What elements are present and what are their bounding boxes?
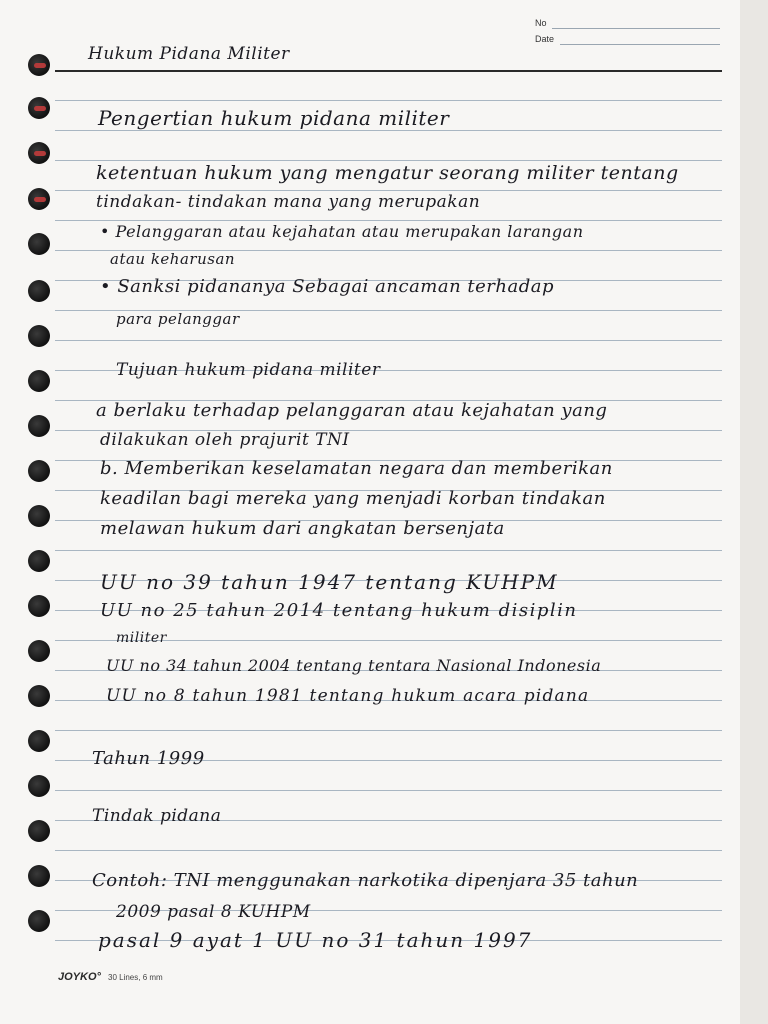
ruled-line: [55, 100, 722, 101]
ruled-line: [55, 790, 722, 791]
law-reference: UU no 25 tahun 2014 tentang hukum disiplin: [100, 600, 578, 621]
date-underline: [560, 44, 720, 45]
page-edge: [740, 0, 768, 1024]
handwritten-line: ketentuan hukum yang mengatur seorang militer tentang: [96, 162, 679, 184]
no-label: No: [535, 18, 547, 28]
handwritten-line: dilakukan oleh prajurit TNI: [100, 430, 350, 450]
paper-spec: 30 Lines, 6 mm: [108, 973, 163, 982]
binding-hole: [28, 415, 50, 437]
binding-hole: [28, 730, 50, 752]
binding-hole: [28, 550, 50, 572]
binding-hole: [28, 910, 50, 932]
handwritten-line: militer: [116, 630, 167, 646]
handwritten-line: 2009 pasal 8 KUHPM: [116, 902, 311, 922]
binding-hole: [28, 188, 50, 210]
ruled-line: [55, 340, 722, 341]
law-reference: UU no 8 tahun 1981 tentang hukum acara pidana: [106, 686, 590, 706]
binding-hole: [28, 280, 50, 302]
handwritten-line: keadilan bagi mereka yang menjadi korban tindakan: [100, 488, 606, 509]
binding-hole: [28, 54, 50, 76]
section-heading-tujuan: Tujuan hukum pidana militer: [116, 360, 381, 380]
binding-hole: [28, 865, 50, 887]
handwritten-line: Tahun 1999: [92, 748, 205, 769]
binding-hole: [28, 595, 50, 617]
binding-hole: [28, 233, 50, 255]
handwritten-line: tindakan- tindakan mana yang merupakan: [96, 192, 481, 212]
no-underline: [552, 28, 720, 29]
binding-hole: [28, 640, 50, 662]
binding-hole: [28, 460, 50, 482]
bullet-item: • Sanksi pidananya Sebagai ancaman terhadap: [100, 276, 555, 297]
binding-hole: [28, 370, 50, 392]
handwritten-line: melawan hukum dari angkatan bersenjata: [100, 518, 505, 539]
header-rule: [55, 70, 722, 72]
binding-hole: [28, 142, 50, 164]
binding-hole: [28, 775, 50, 797]
ruled-line: [55, 160, 722, 161]
bullet-item: • Pelanggaran atau kejahatan atau merupakan larangan: [100, 222, 584, 241]
law-reference: UU no 39 tahun 1947 tentang KUHPM: [100, 570, 559, 594]
binding-hole: [28, 325, 50, 347]
ruled-line: [55, 550, 722, 551]
ruled-line: [55, 220, 722, 221]
handwritten-line: Tindak pidana: [92, 806, 222, 826]
example-line: Contoh: TNI menggunakan narkotika dipenjara 35 tahun: [92, 870, 639, 891]
section-heading-pengertian: Pengertian hukum pidana militer: [98, 106, 450, 130]
brand-logo: JOYKO°: [58, 971, 101, 983]
law-reference: UU no 34 tahun 2004 tentang tentara Nasional Indonesia: [106, 656, 602, 675]
page-title: Hukum Pidana Militer: [88, 44, 290, 64]
ruled-line: [55, 730, 722, 731]
handwritten-line: pasal 9 ayat 1 UU no 31 tahun 1997: [98, 928, 533, 952]
ruled-line: [55, 130, 722, 131]
ruled-line: [55, 850, 722, 851]
date-label: Date: [535, 34, 555, 44]
handwritten-line: para pelanggar: [116, 310, 240, 328]
list-item-b: b. Memberikan keselamatan negara dan memberikan: [100, 458, 613, 479]
handwritten-line: atau keharusan: [110, 250, 236, 268]
binding-hole: [28, 505, 50, 527]
ruled-line: [55, 190, 722, 191]
binding-hole: [28, 820, 50, 842]
list-item-a: a berlaku terhadap pelanggaran atau kejahatan yang: [96, 400, 608, 421]
binding-hole: [28, 685, 50, 707]
binding-hole: [28, 97, 50, 119]
